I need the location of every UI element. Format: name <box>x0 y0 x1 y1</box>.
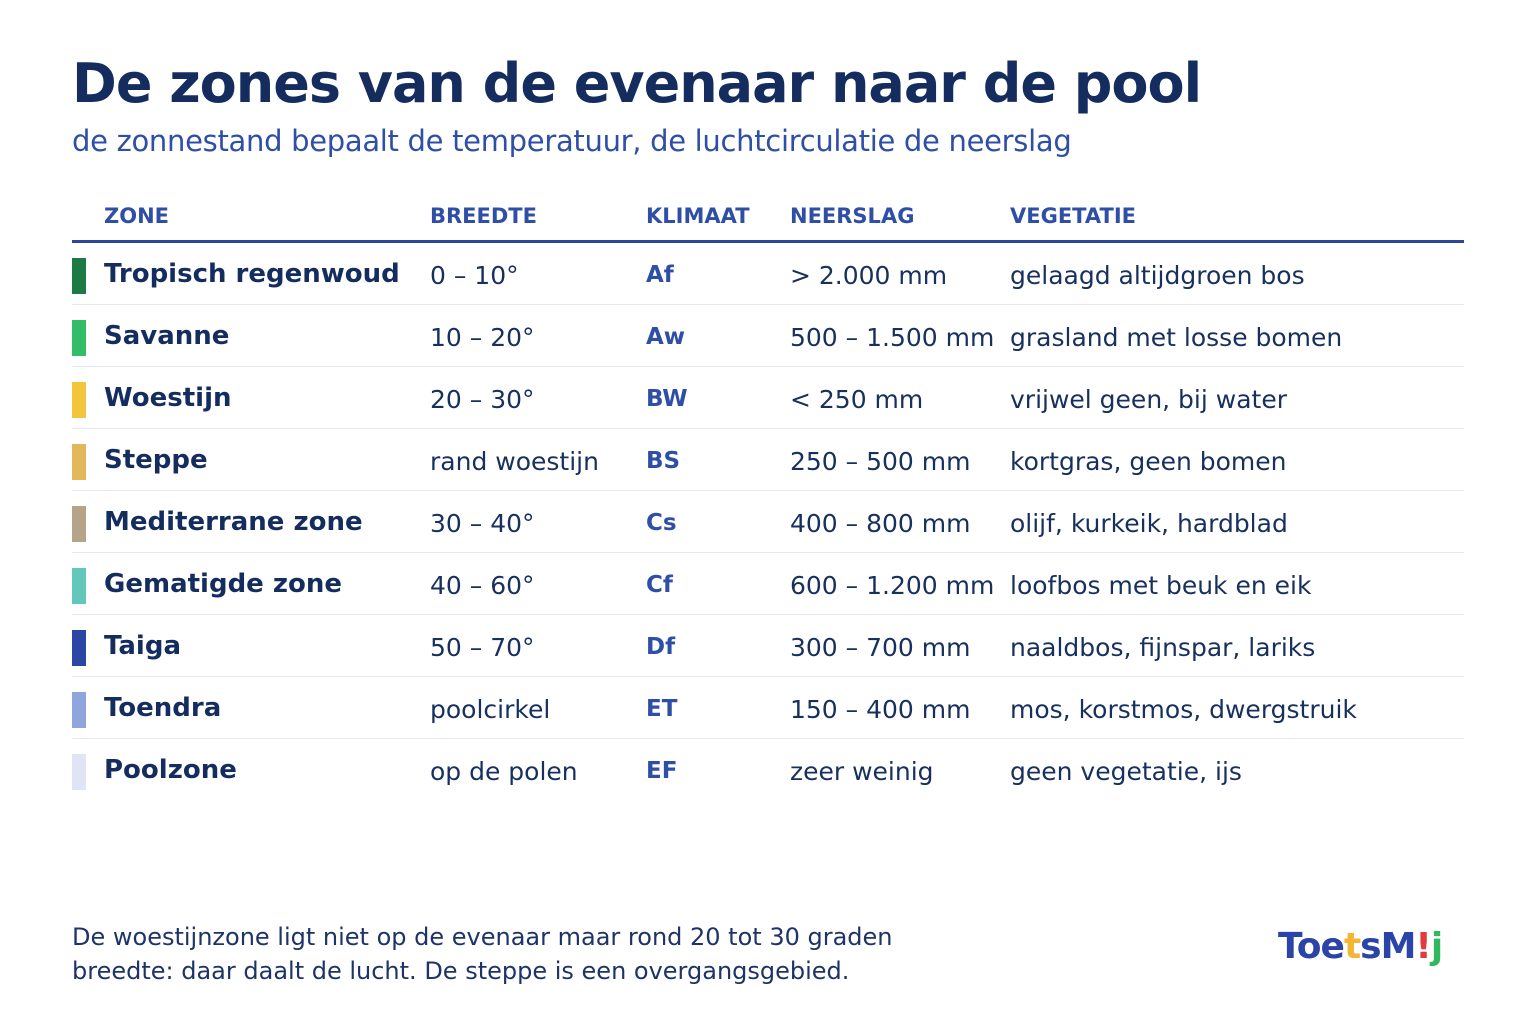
cell-vegetatie: loofbos met beuk en eik <box>1010 571 1312 600</box>
cell-zone: Steppe <box>104 445 208 475</box>
cell-neerslag: 300 – 700 mm <box>790 633 971 662</box>
header-zone: ZONE <box>104 204 169 228</box>
header-breedte: BREEDTE <box>430 204 537 228</box>
table-body <box>72 243 1464 800</box>
header-vegetatie: VEGETATIE <box>1010 204 1136 228</box>
cell-klimaat: Df <box>646 634 676 660</box>
cell-vegetatie: vrijwel geen, bij water <box>1010 385 1287 414</box>
cell-vegetatie: geen vegetatie, ijs <box>1010 757 1242 786</box>
cell-breedte: poolcirkel <box>430 695 551 724</box>
zone-color-swatch <box>72 506 86 542</box>
zone-color-swatch <box>72 754 86 790</box>
logo-part: j <box>1430 926 1443 967</box>
cell-zone: Gematigde zone <box>104 569 342 599</box>
cell-breedte: op de polen <box>430 757 578 786</box>
cell-zone: Poolzone <box>104 755 237 785</box>
cell-vegetatie: gelaagd altijdgroen bos <box>1010 261 1305 290</box>
zone-color-swatch <box>72 568 86 604</box>
cell-neerslag: 400 – 800 mm <box>790 509 971 538</box>
cell-vegetatie: olijf, kurkeik, hardblad <box>1010 509 1288 538</box>
cell-klimaat: EF <box>646 758 678 784</box>
cell-neerslag: zeer weinig <box>790 757 934 786</box>
cell-klimaat: BS <box>646 448 681 474</box>
cell-breedte: 40 – 60° <box>430 571 535 600</box>
cell-breedte: 30 – 40° <box>430 509 535 538</box>
cell-breedte: 20 – 30° <box>430 385 535 414</box>
cell-neerslag: > 2.000 mm <box>790 261 948 290</box>
header-neerslag: NEERSLAG <box>790 204 915 228</box>
cell-zone: Savanne <box>104 321 230 351</box>
table-row <box>72 615 1464 677</box>
footnote <box>72 920 972 988</box>
zone-color-swatch <box>72 444 86 480</box>
footnote-line: breedte: daar daalt de lucht. De steppe is een overgangsgebied. <box>72 957 850 985</box>
cell-zone: Tropisch regenwoud <box>104 259 400 289</box>
logo-part: ! <box>1415 926 1431 967</box>
cell-neerslag: 250 – 500 mm <box>790 447 971 476</box>
cell-zone: Toendra <box>104 693 222 723</box>
zone-color-swatch <box>72 258 86 294</box>
cell-breedte: 0 – 10° <box>430 261 519 290</box>
table-row <box>72 429 1464 491</box>
page-subtitle: de zonnestand bepaalt de temperatuur, de luchtcirculatie de neerslag <box>72 124 1072 158</box>
cell-neerslag: 600 – 1.200 mm <box>790 571 995 600</box>
table-row <box>72 491 1464 553</box>
cell-zone: Woestijn <box>104 383 232 413</box>
cell-breedte: rand woestijn <box>430 447 599 476</box>
cell-klimaat: BW <box>646 386 688 412</box>
cell-vegetatie: mos, korstmos, dwergstruik <box>1010 695 1357 724</box>
table-header-row <box>72 190 1464 243</box>
cell-klimaat: Cf <box>646 572 673 598</box>
header-klimaat: KLIMAAT <box>646 204 750 228</box>
cell-vegetatie: grasland met losse bomen <box>1010 323 1343 352</box>
logo-part: sM <box>1360 926 1416 967</box>
cell-neerslag: 500 – 1.500 mm <box>790 323 995 352</box>
cell-klimaat: ET <box>646 696 678 722</box>
cell-neerslag: 150 – 400 mm <box>790 695 971 724</box>
zone-color-swatch <box>72 692 86 728</box>
cell-klimaat: Af <box>646 262 674 288</box>
table-row <box>72 677 1464 739</box>
page-title: De zones van de evenaar naar de pool <box>72 52 1202 115</box>
cell-vegetatie: naaldbos, fijnspar, lariks <box>1010 633 1316 662</box>
cell-zone: Taiga <box>104 631 181 661</box>
cell-vegetatie: kortgras, geen bomen <box>1010 447 1287 476</box>
toetsmij-logo <box>1278 926 1442 967</box>
zone-color-swatch <box>72 320 86 356</box>
climate-zones-table <box>72 190 1464 800</box>
zone-color-swatch <box>72 630 86 666</box>
cell-klimaat: Cs <box>646 510 677 536</box>
table-row <box>72 367 1464 429</box>
zone-color-swatch <box>72 382 86 418</box>
table-row <box>72 553 1464 615</box>
cell-zone: Mediterrane zone <box>104 507 363 537</box>
logo-part: Toe <box>1278 926 1344 967</box>
table-row <box>72 739 1464 800</box>
table-row <box>72 243 1464 305</box>
logo-part: t <box>1343 926 1361 967</box>
cell-breedte: 10 – 20° <box>430 323 535 352</box>
cell-klimaat: Aw <box>646 324 686 350</box>
table-row <box>72 305 1464 367</box>
footnote-line: De woestijnzone ligt niet op de evenaar maar rond 20 tot 30 graden <box>72 923 893 951</box>
cell-breedte: 50 – 70° <box>430 633 535 662</box>
cell-neerslag: < 250 mm <box>790 385 924 414</box>
